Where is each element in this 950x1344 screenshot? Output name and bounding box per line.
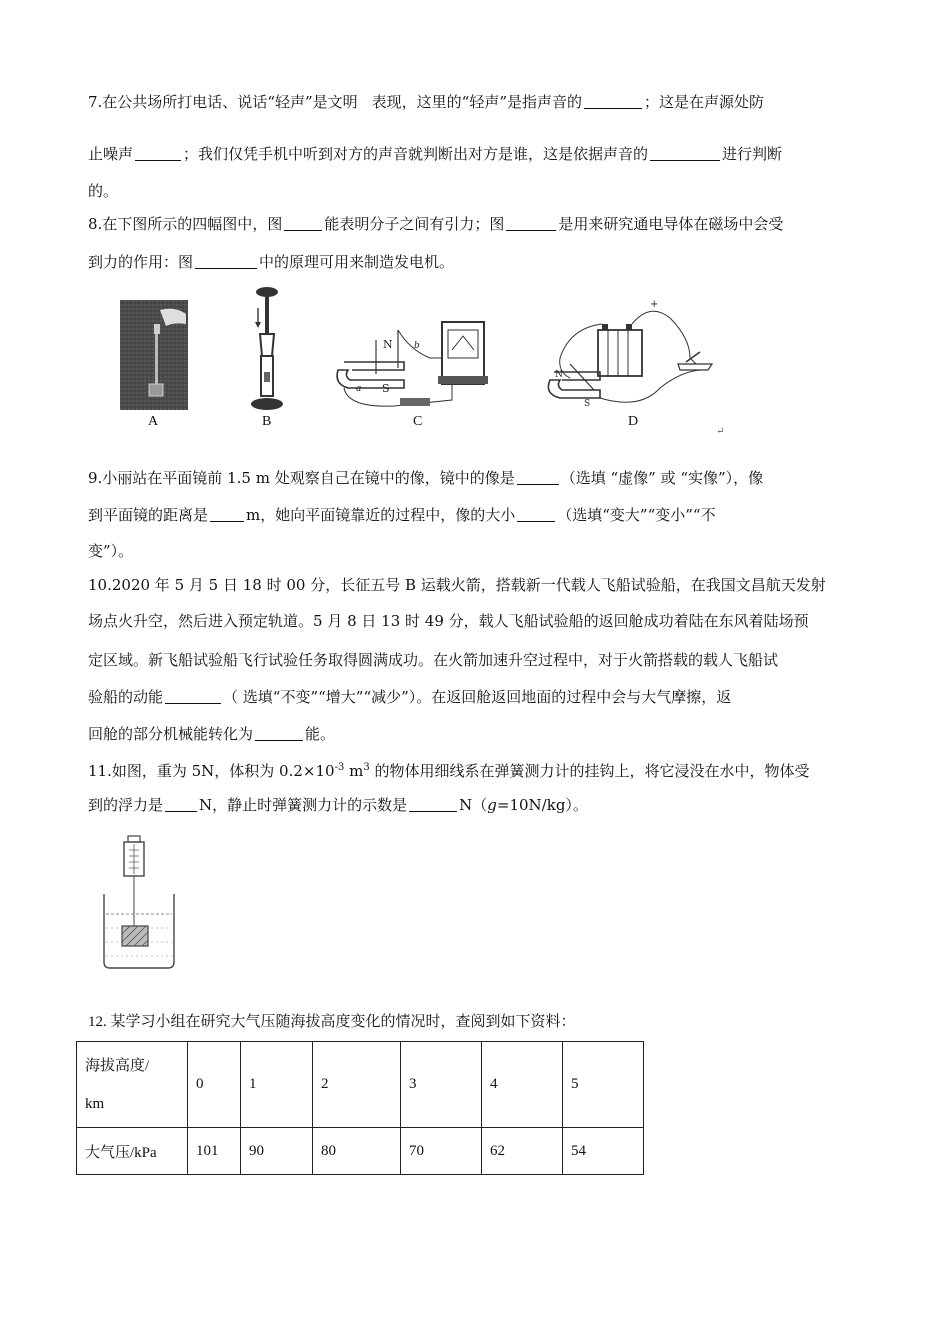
q10-line3: 定区域。新飞船试验船飞行试验任务取得圆满成功。在火箭加速升空过程中，对于火箭搭载的载人飞船试 (88, 651, 779, 669)
q11-g-symbol: g (487, 796, 497, 814)
q7-text-d: 止噪声 (88, 145, 134, 163)
q9-blank-2[interactable] (210, 507, 244, 522)
figure-c-a-label: a (356, 384, 362, 394)
q10-text-c: 回舱的部分机械能转化为 (88, 725, 254, 743)
q9-text-e: （选填“变大”“变小”“不 (557, 506, 716, 524)
figure-b-image (246, 286, 288, 414)
q11-blank-2[interactable] (409, 797, 457, 812)
q10-blank-2[interactable] (255, 726, 303, 741)
table-cell: 1 (241, 1042, 313, 1128)
q8-blank-2[interactable] (506, 216, 556, 231)
spring-scale-beaker-figure (94, 834, 194, 974)
table-cell: 90 (241, 1128, 313, 1175)
q8-line1 (88, 214, 783, 234)
q8-blank-1[interactable] (284, 216, 322, 231)
figure-d-plus-label: + (650, 299, 659, 310)
q7-blank-1[interactable] (584, 94, 642, 109)
q7-text-f: 进行判断 (722, 145, 783, 163)
q10-line2: 场点火升空，然后进入预定轨道。5 月 8 日 13 时 49 分，载人飞船试验船的返回舱成功着陆在东风着陆场预 (88, 612, 809, 630)
table-cell: 4 (482, 1042, 563, 1128)
figure-d-label: D (628, 414, 639, 429)
q10-text-b: （ 选填“不变”“增大”“减少”）。在返回舱返回地面的过程中会与大气摩擦，返 (223, 688, 732, 706)
q8-text-b: 能表明分子之间有引力；图 (324, 215, 505, 233)
q9-blank-1[interactable] (517, 470, 559, 485)
q11-text-d: 到的浮力是 (88, 796, 164, 814)
table-cell: 54 (563, 1128, 644, 1175)
q10-blank-1[interactable] (165, 689, 221, 704)
q7-line3: 的。 (88, 182, 119, 200)
figure-c-north-label: N (383, 338, 393, 351)
q7-text-c: ；这是在声源处防 (644, 93, 765, 111)
q9-line1 (88, 468, 763, 488)
q7-blank-3[interactable] (650, 146, 720, 161)
q8-text-a: 8.在下图所示的四幅图中，图 (88, 215, 283, 233)
table-cell: 62 (482, 1128, 563, 1175)
table-row (77, 1128, 644, 1175)
q10-line1: 10.2020 年 5 月 5 日 18 时 00 分，长征五号 B 运载火箭，搭载新一代载人飞船试验船，在我国文昌航天发射 (88, 576, 826, 594)
q9-text-a: 9.小丽站在平面镜前 1.5 m 处观察自己在镜中的像，镜中的像是 (88, 469, 515, 487)
q11-text-b: m (344, 762, 364, 780)
q11-exponent-2: 3 (363, 762, 370, 773)
q8-text-d: 到力的作用：图 (88, 253, 194, 271)
figure-d-south-label: S (584, 399, 591, 409)
figure-a-image (120, 300, 188, 410)
table-header-cell: 大气压/kPa (77, 1128, 188, 1175)
table-cell: 101 (188, 1128, 241, 1175)
q9-line2 (88, 505, 716, 525)
q11-text-f: N（ (459, 796, 488, 814)
table-header-cell (77, 1042, 188, 1128)
paragraph-mark-icon: ↵ (716, 426, 725, 437)
figure-c-b-label: b (414, 341, 420, 351)
q9-text-d: m，她向平面镜靠近的过程中，像的大小 (246, 506, 516, 524)
table-row (77, 1042, 644, 1128)
q10-text-a: 验船的动能 (88, 688, 164, 706)
q8-text-e: 中的原理可用来制造发电机。 (259, 253, 455, 271)
q7-text-b: 表现，这里的“轻声”是指声音的 (371, 93, 582, 111)
q9-blank-3[interactable] (517, 507, 555, 522)
figure-b-label: B (262, 414, 272, 429)
table-cell: 5 (563, 1042, 644, 1128)
q11-text-a: 11.如图，重为 5N，体积为 0.2×10 (88, 762, 335, 780)
q11-line2 (88, 795, 588, 815)
q9-text-c: 到平面镜的距离是 (88, 506, 209, 524)
q10-line5 (88, 724, 335, 744)
altitude-header-line2: km (85, 1095, 105, 1112)
q8-text-c: 是用来研究通电导体在磁场中会受 (558, 215, 784, 233)
q11-blank-1[interactable] (165, 797, 197, 812)
q11-text-g: =10N/kg）。 (496, 796, 588, 814)
altitude-header-line1: 海拔高度/ (85, 1057, 150, 1074)
figure-c-image (334, 318, 494, 418)
q12-title: 12. 某学习小组在研究大气压随海拔高度变化的情况时，查阅到如下资料： (88, 1014, 576, 1030)
altitude-pressure-table (76, 1041, 644, 1175)
q9-line3: 变”）。 (88, 542, 134, 560)
q8-blank-3[interactable] (195, 254, 257, 269)
q7-blank-2[interactable] (135, 146, 181, 161)
q11-text-c: 的物体用细线系在弹簧测力计的挂钩上，将它浸没在水中，物体受 (369, 762, 810, 780)
table-cell: 2 (313, 1042, 401, 1128)
q8-line2 (88, 252, 454, 272)
q7-line2 (88, 144, 782, 164)
figure-c-label: C (413, 414, 423, 429)
figure-a-label: A (148, 414, 159, 429)
table-cell: 80 (313, 1128, 401, 1175)
table-cell: 3 (401, 1042, 482, 1128)
q9-text-b: （选填 “虚像” 或 “实像”），像 (560, 469, 764, 487)
table-cell: 70 (401, 1128, 482, 1175)
figure-d-image (540, 298, 718, 412)
q10-text-d: 能。 (305, 725, 336, 743)
q11-text-e: N，静止时弹簧测力计的示数是 (199, 796, 408, 814)
q11-line1 (88, 758, 809, 781)
q7-text-a: 7.在公共场所打电话、说话“轻声”是文明 (88, 93, 358, 111)
q11-exponent-1: -3 (334, 762, 345, 773)
table-cell: 0 (188, 1042, 241, 1128)
q7-line1 (88, 92, 764, 112)
q7-text-e: ；我们仅凭手机中听到对方的声音就判断出对方是谁，这是依据声音的 (183, 145, 649, 163)
figure-c-south-label: S (382, 382, 390, 395)
q10-line4 (88, 687, 731, 707)
figure-d-north-label: N (555, 370, 563, 380)
